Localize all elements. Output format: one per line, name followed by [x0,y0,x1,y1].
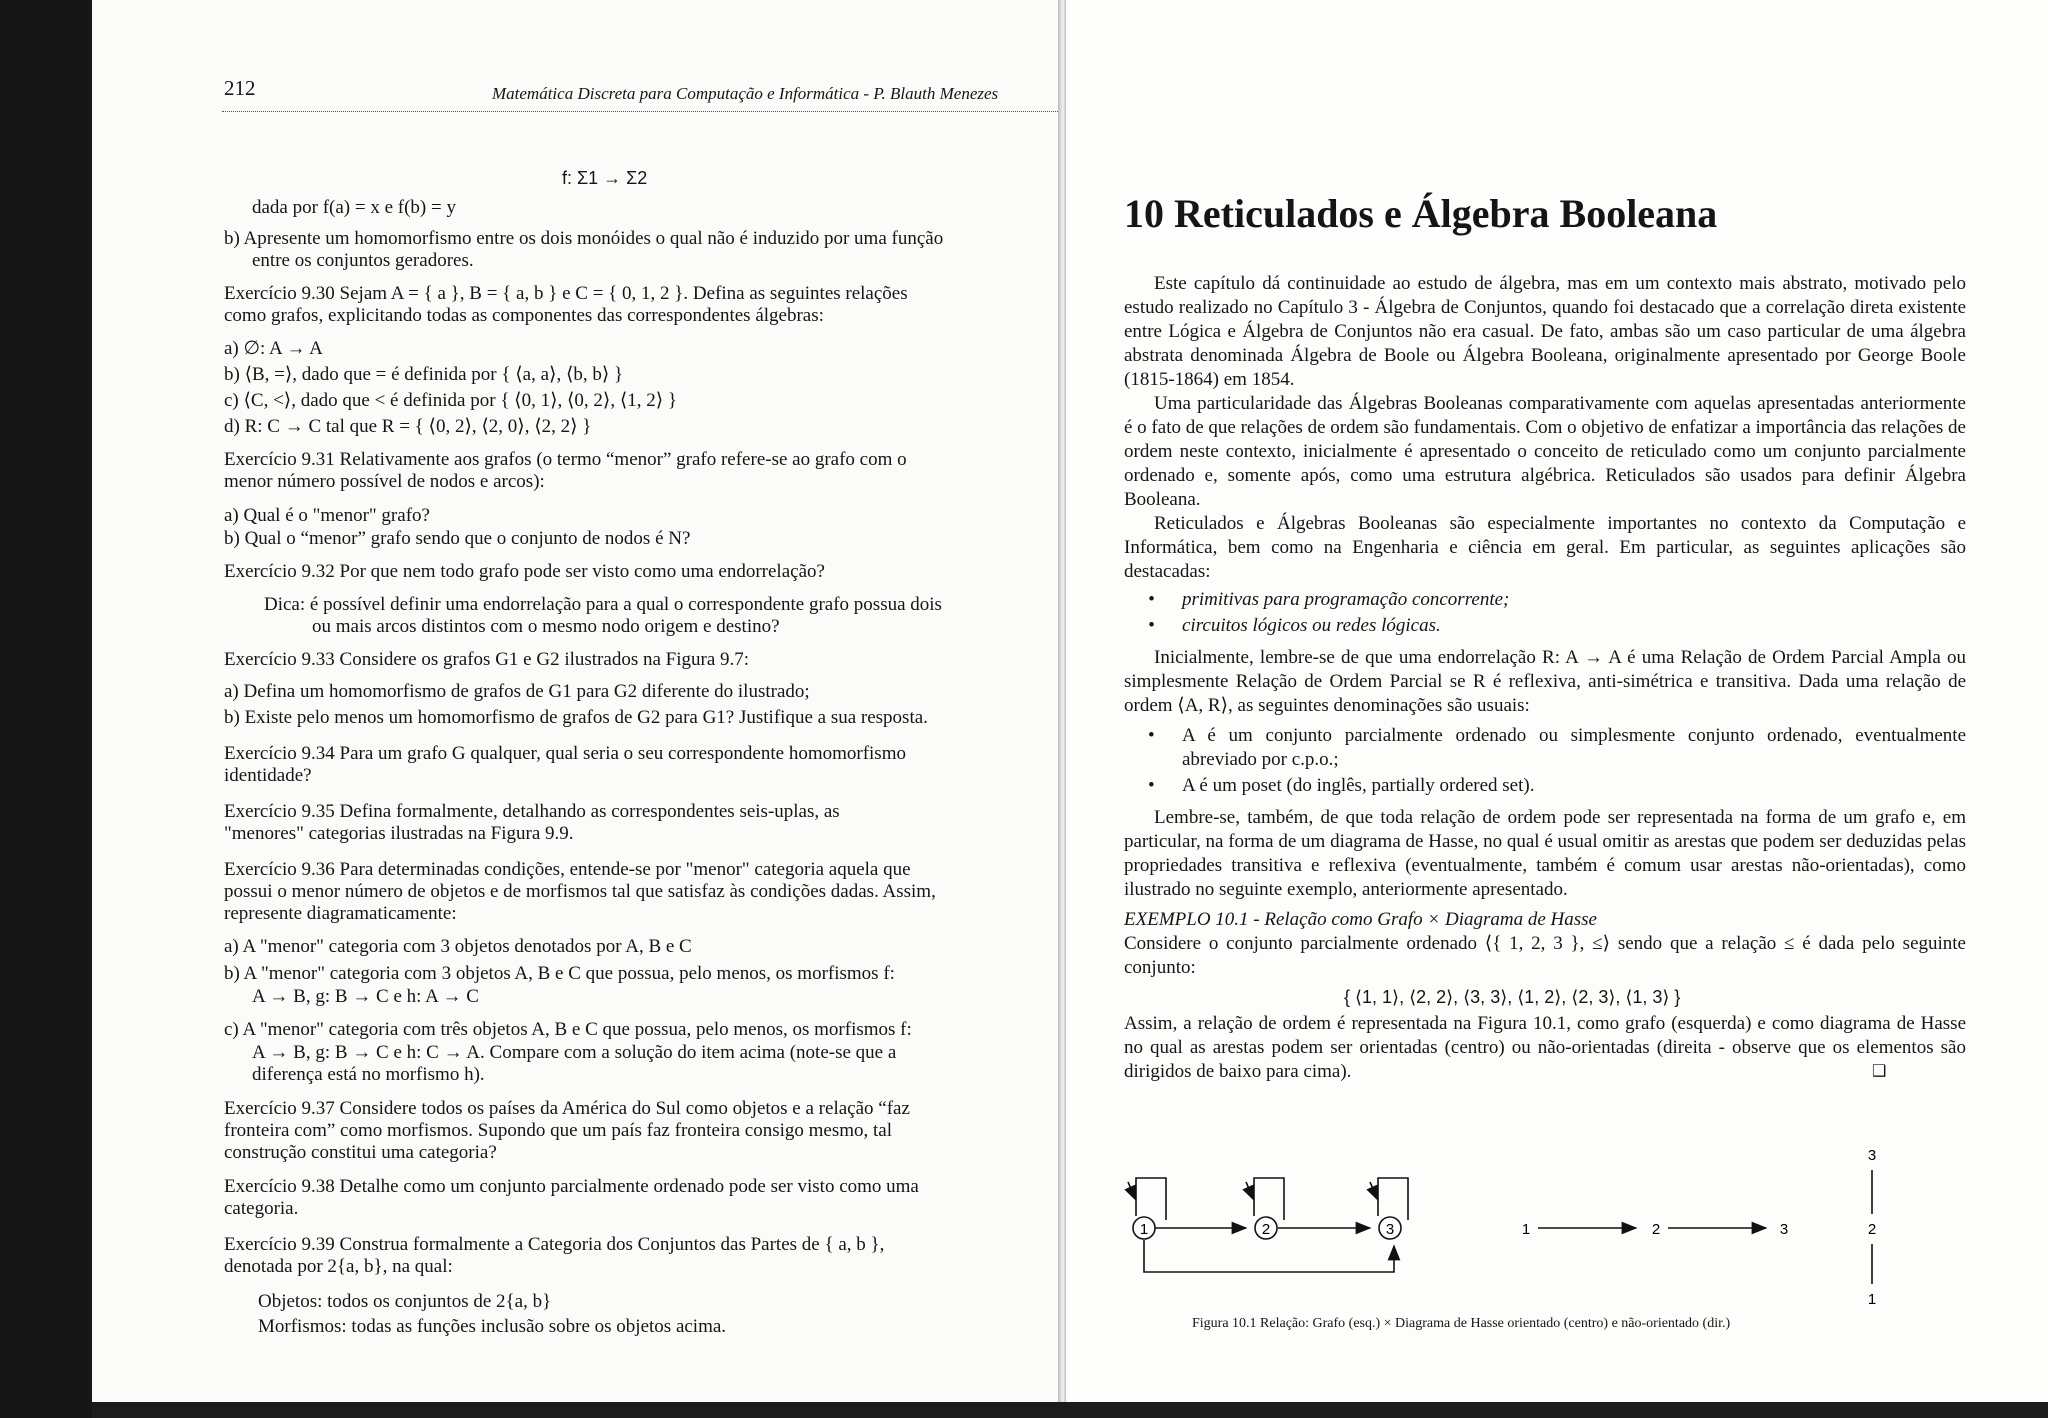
loop-2 [1254,1178,1284,1220]
text-line: identidade? [224,765,312,786]
text-line: Objetos: todos os conjuntos de 2{a, b} [258,1291,552,1312]
example-line: Considere o conjunto parcialmente ordenado ⟨{ 1, 2, 3 }, ≤⟩ sendo que a relação ≤ é dada pelo seguinte conjunto: [1124,933,1966,978]
text-line: represente diagramaticamente: [224,903,457,924]
hint-line: Dica: é possível definir uma endorrelação para a qual o correspondente grafo possua dois [264,594,942,615]
exercise-9-30: Exercício 9.30 Sejam A = { a }, B = { a, b } e C = { 0, 1, 2 }. Defina as seguintes relações [224,283,908,304]
text-line: construção constitui uma categoria? [224,1142,497,1163]
exercise-9-33: Exercício 9.33 Considere os grafos G1 e G2 ilustrados na Figura 9.7: [224,649,750,670]
intro-paragraph: Este capítulo dá continuidade ao estudo de álgebra, mas em um contexto mais abstrato, motivado pelo estudo realizado no Capítulo 3 - Álgebra de Conjuntos, quando foi destacado que a correlação direta existente entre Lógica e Álgebra de Conjuntos não era casual. De fato, ambas são um caso particular de uma álgebra abstrata denominada Álgebra de Boole ou Álgebra Booleana, originalmente apresentado por George Boole (1815-1864) em 1854. [1124,273,1966,390]
relation-graph [1128,1178,1408,1272]
paragraph-4: Inicialmente, lembre-se de que uma endorrelação R: A → A é uma Relação de Ordem Parcial Ampla ou simplesmente Relação de Ordem Parcial se R é reflexiva, anti-simétrica e transitiva. Dada uma relação de ordem ⟨A, R⟩, as seguintes denominações são usuais: [1124,647,1966,716]
loop-3 [1378,1178,1408,1220]
hasse-node-label: 1 [1521,1221,1531,1238]
bullet-item: • primitivas para programação concorrente; [1182,588,1509,612]
running-header: Matemática Discreta para Computação e Informática - P. Blauth Menezes [492,84,999,103]
bullet-item: • A é um poset (do inglês, partially ordered set). [1182,774,1534,798]
text-line: denotada por 2{a, b}, na qual: [224,1256,453,1277]
paragraph-6: Assim, a relação de ordem é representada na Figura 10.1, como grafo (esquerda) e como diagrama de Hasse no qual as arestas podem ser orientadas (centro) ou não-orientadas (direita - observe que os elementos são dirigidos de baixo para cima). [1124,1013,1966,1082]
scan-edge-left [0,0,92,1418]
hasse-node-label: 2 [1651,1221,1661,1238]
right-page [1066,0,2048,1418]
exercise-9-35: Exercício 9.35 Defina formalmente, detalhando as correspondentes seis-uplas, as [224,801,840,822]
text-line: a) A "menor" categoria com 3 objetos denotados por A, B e C [224,936,692,957]
end-of-example-mark: ❑ [1872,1063,1887,1080]
hasse-node-label: 3 [1867,1147,1877,1164]
text-line: b) ⟨B, =⟩, dado que = é definida por { ⟨a, a⟩, ⟨b, b⟩ } [224,364,624,385]
scan-edge-bottom [92,1402,2048,1418]
example-title: EXEMPLO 10.1 - Relação como Grafo × Diagrama de Hasse [1124,909,1597,930]
figure-10-1 [1066,1120,2048,1320]
text-line: b) A "menor" categoria com 3 objetos A, B e C que possua, pelo menos, os morfismos f: [224,963,895,984]
loop-3-arrow [1370,1182,1378,1200]
text-line: a) ∅: A → A [224,338,323,359]
text-line: diferença está no morfismo h). [252,1064,485,1085]
text-line: b) Existe pelo menos um homomorfismo de grafos de G2 para G1? Justifique a sua resposta. [224,707,928,728]
exercise-9-34: Exercício 9.34 Para um grafo G qualquer, qual seria o seu correspondente homomorfismo [224,743,906,764]
text-line: categoria. [224,1198,299,1219]
text-line: como grafos, explicitando todas as componentes das correspondentes álgebras: [224,305,824,326]
exercise-9-32: Exercício 9.32 Por que nem todo grafo pode ser visto como uma endorrelação? [224,561,825,582]
text-line: dada por f(a) = x e f(b) = y [252,197,456,218]
loop-2-arrow [1246,1182,1254,1200]
header-rule [222,111,1060,112]
text-line: Morfismos: todas as funções inclusão sobre os objetos acima. [258,1316,727,1337]
text-line: a) Defina um homomorfismo de grafos de G1 para G2 diferente do ilustrado; [224,681,810,702]
text-line: menor número possível de nodos e arcos): [224,471,545,492]
text-line: entre os conjuntos geradores. [252,250,474,271]
hint-line: ou mais arcos distintos com o mesmo nodo origem e destino? [312,616,780,637]
paragraph-5: Lembre-se, também, de que toda relação de ordem pode ser representada na forma de um grafo e, em particular, na forma de um diagrama de Hasse, no qual é usual omitir as arestas que podem ser deduzidas pelas propriedades transitiva e reflexiva (eventualmente, também é comum usar arestas não-orientadas), como ilustrado no seguinte exemplo, anteriormente apresentado. [1124,807,1966,900]
edge-1-3 [1144,1240,1394,1272]
chapter-title: 10 Reticulados e Álgebra Booleana [1124,191,1718,236]
text-line: a) Qual é o "menor" grafo? [224,505,430,526]
bullet-item: • A é um conjunto parcialmente ordenado ou simplesmente conjunto ordenado, eventualmente abreviado por c.p.o.; [1182,724,1966,772]
exercise-9-31: Exercício 9.31 Relativamente aos grafos (o termo “menor” grafo refere-se ao grafo com o [224,449,907,470]
paragraph-2: Uma particularidade das Álgebras Booleanas comparativamente com aquelas apresentadas anteriormente é o fato de que relações de ordem são fundamentais. Com o objetivo de enfatizar a importância das relações de ordem neste contexto, inicialmente é apresentado o conceito de reticulado como um conjunto parcialmente ordenado e, somente após, como uma estrutura algébrica. Reticulados são usados para definir Álgebra Booleana. [1124,393,1966,510]
text-line: b) Apresente um homomorfismo entre os dois monóides o qual não é induzido por uma função [224,228,944,249]
exercise-9-36: Exercício 9.36 Para determinadas condições, entende-se por "menor" categoria aquela que [224,859,911,880]
graph-node-label: 2 [1261,1221,1271,1238]
text-line: "menores" categorias ilustradas na Figura 9.9. [224,823,574,844]
paragraph-3: Reticulados e Álgebras Booleanas são especialmente importantes no contexto da Computação e Informática, bem como na Engenharia e ciência em geral. Em particular, as seguintes aplicações são destacadas: [1124,513,1966,582]
left-page [92,0,1060,1418]
exercise-9-39: Exercício 9.39 Construa formalmente a Categoria dos Conjuntos das Partes de { a, b }, [224,1234,885,1255]
text-line: A → B, g: B → C e h: C → A. Compare com a solução do item acima (note-se que a [252,1042,897,1063]
set-formula: { ⟨1, 1⟩, ⟨2, 2⟩, ⟨3, 3⟩, ⟨1, 2⟩, ⟨2, 3⟩, ⟨1, 3⟩ } [1344,987,1681,1007]
text-line: d) R: C → C tal que R = { ⟨0, 2⟩, ⟨2, 0⟩, ⟨2, 2⟩ } [224,416,592,437]
graph-node-label: 1 [1139,1221,1149,1238]
bullet-item: • circuitos lógicos ou redes lógicas. [1182,614,1441,638]
loop-1-arrow [1128,1182,1136,1200]
graph-node-label: 3 [1385,1221,1395,1238]
text-line: A → B, g: B → C e h: A → C [252,986,479,1007]
exercise-9-38: Exercício 9.38 Detalhe como um conjunto parcialmente ordenado pode ser visto como uma [224,1176,919,1197]
text-line: fronteira com” como morfismos. Supondo que um país faz fronteira consigo mesmo, tal [224,1120,893,1141]
page-number: 212 [224,76,256,100]
hasse-node-label: 2 [1867,1221,1877,1238]
loop-1 [1136,1178,1166,1220]
exercise-9-37: Exercício 9.37 Considere todos os países da América do Sul como objetos e a relação “faz [224,1098,910,1119]
text-line: c) ⟨C, <⟩, dado que < é definida por { ⟨0, 1⟩, ⟨0, 2⟩, ⟨1, 2⟩ } [224,390,678,411]
hasse-oriented [1522,1221,1788,1238]
formula-f: f: Σ1 → Σ2 [562,168,648,188]
hasse-unoriented [1868,1147,1876,1308]
hasse-node-label: 3 [1779,1221,1789,1238]
figure-caption: Figura 10.1 Relação: Grafo (esq.) × Diagrama de Hasse orientado (centro) e não-orientado (dir.) [1192,1316,1731,1331]
text-line: b) Qual o “menor” grafo sendo que o conjunto de nodos é N? [224,528,691,549]
hasse-node-label: 1 [1867,1291,1877,1308]
text-line: possui o menor número de objetos e de morfismos tal que satisfaz às condições dadas. Assim, [224,881,936,902]
text-line: c) A "menor" categoria com três objetos A, B e C que possua, pelo menos, os morfismos f: [224,1019,912,1040]
